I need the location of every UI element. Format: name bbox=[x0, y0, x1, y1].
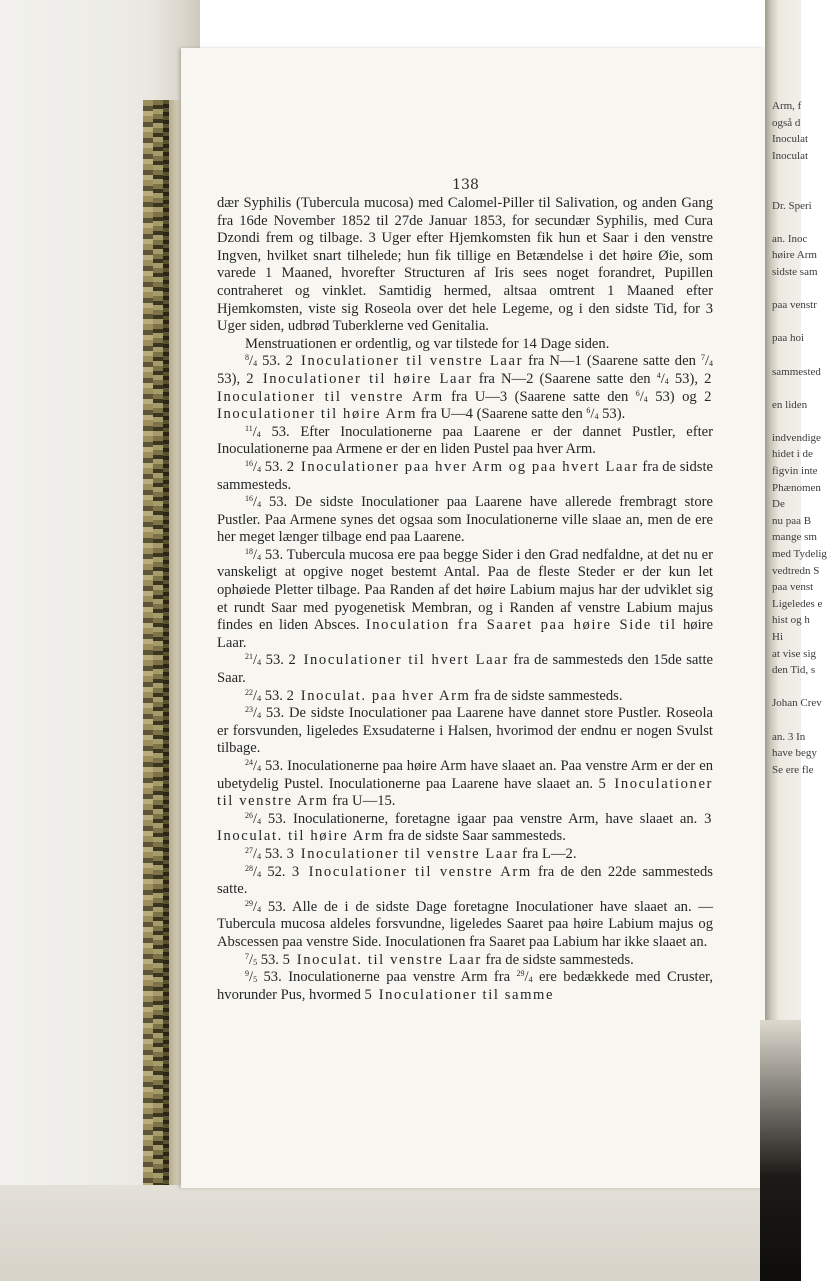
adjacent-page-line: indvendige bbox=[772, 431, 821, 444]
text-run: 53), bbox=[217, 370, 247, 387]
date-fraction-part: 4 bbox=[664, 376, 669, 386]
text-run: / bbox=[253, 845, 258, 862]
text-run: fra L—2. bbox=[518, 845, 577, 862]
adjacent-page-line: sidste sam bbox=[772, 265, 818, 278]
date-fraction-part: 22 bbox=[245, 687, 253, 697]
date-fraction-part: 4 bbox=[257, 500, 262, 510]
adjacent-page-line: Dr. Speri bbox=[772, 199, 812, 212]
adjacent-page-line bbox=[770, 780, 801, 797]
adjacent-page-line: Inoculat bbox=[772, 133, 809, 146]
adjacent-page-line: figvin inte bbox=[772, 465, 818, 478]
paragraph bbox=[217, 353, 713, 423]
adjacent-page-text bbox=[770, 100, 827, 1000]
date-fraction-part: 23 bbox=[245, 705, 253, 715]
text-run: / bbox=[252, 423, 257, 440]
adjacent-page-line: mange sm bbox=[772, 531, 817, 544]
paragraph bbox=[217, 494, 713, 547]
text-run: 53). bbox=[598, 406, 626, 423]
text-run: fra de sidste Saar sammesteds. bbox=[384, 828, 566, 845]
paragraph bbox=[217, 424, 713, 459]
adjacent-page-line bbox=[770, 714, 801, 731]
adjacent-page-line bbox=[770, 316, 801, 333]
adjacent-page-line: vedtredn S bbox=[772, 564, 820, 577]
adjacent-page-line: paa hoi bbox=[772, 332, 805, 345]
text-run: / bbox=[253, 705, 258, 722]
adjacent-page-line: hidet i de bbox=[772, 448, 813, 461]
adjacent-page-line: Phænomen bbox=[772, 481, 821, 494]
text-run: fra U—15. bbox=[328, 793, 396, 810]
book-binding-edge bbox=[143, 100, 153, 1240]
date-fraction-part: 4 bbox=[257, 711, 262, 721]
text-run: / bbox=[249, 969, 254, 986]
paragraph bbox=[217, 688, 713, 706]
page-number: 138 bbox=[452, 177, 479, 193]
adjacent-page-line bbox=[770, 183, 801, 200]
date-fraction-part: 7 bbox=[245, 951, 249, 961]
date-fraction-part: 4 bbox=[709, 359, 713, 369]
adjacent-page-line: også d bbox=[772, 116, 801, 129]
text-run: 53. De sidste Inoculationer paa Laarene have dannet store Pustler. Roseola er forsvunden, ligeledes Exsudaterne i Halsen, hvorimod der endnu er nogen Svulst tilbage. bbox=[217, 705, 713, 757]
spaced-emphasis-text: Inoculation fra Saaret paa høire Side til bbox=[365, 617, 677, 634]
text-run: ere bedækkede med Cruster, hvorunder Pus, hvormed bbox=[217, 969, 713, 1003]
date-fraction-part: 6 bbox=[635, 388, 640, 398]
adjacent-page-line bbox=[770, 216, 801, 233]
text-run: / bbox=[524, 969, 529, 986]
spaced-emphasis-text: 3 Inoculationer til venstre Laar bbox=[286, 845, 519, 862]
date-fraction-part: 8 bbox=[245, 353, 249, 363]
text-run: 53. bbox=[261, 845, 287, 862]
text-run: fra de sidste sammesteds. bbox=[481, 951, 634, 968]
date-fraction-part: 4 bbox=[594, 412, 599, 422]
page-number-line bbox=[0, 177, 801, 193]
date-fraction-part: 4 bbox=[257, 693, 262, 703]
paragraph bbox=[217, 547, 713, 653]
text-run: 53. bbox=[257, 951, 283, 968]
date-fraction-part: 5 bbox=[253, 957, 258, 967]
adjacent-page-line: den Tid, s bbox=[772, 664, 816, 677]
book-binding-edge bbox=[153, 100, 163, 1240]
paragraph bbox=[217, 459, 713, 494]
date-fraction-part: 4 bbox=[257, 904, 262, 914]
spaced-emphasis-text: 2 Inoculationer til venstre Arm bbox=[217, 370, 713, 405]
spaced-emphasis-text: 3 Inoculationer til venstre Arm bbox=[291, 863, 532, 880]
date-fraction-part: 4 bbox=[528, 975, 533, 985]
adjacent-page-line: Hi bbox=[772, 631, 783, 643]
adjacent-page-line bbox=[770, 349, 801, 366]
text-run: / bbox=[249, 951, 254, 968]
text-run: 53. Inoculationerne, foretagne igaar paa venstre Arm, have slaaet an. bbox=[261, 810, 705, 827]
date-fraction-part: 24 bbox=[245, 758, 253, 767]
text-run: / bbox=[253, 810, 258, 827]
adjacent-page-line: med Tydelig bbox=[772, 548, 827, 561]
date-fraction-part: 4 bbox=[257, 851, 262, 861]
adjacent-page-line: an. 3 In bbox=[772, 730, 806, 743]
spaced-emphasis-text: 5 Inoculationer til venstre Arm bbox=[217, 775, 713, 810]
adjacent-page-line: Ligeledes e bbox=[772, 597, 823, 610]
date-fraction-part: 18 bbox=[245, 546, 253, 556]
date-fraction-part: 4 bbox=[257, 869, 262, 879]
text-run: 53. Alle de i de sidste Dage foretagne Inoculationer have slaaet an. — Tubercula mucosa aldeles forsvundne, ligeledes Saaret paa høire Labium majus og Abscessen paa venstre Side. Inoculationen fra Saaret paa Labium har ikke slaaet an. bbox=[217, 898, 713, 950]
text-run: Menstruationen er ordentlig, og var tilstede for 14 Dage siden. bbox=[245, 335, 610, 352]
text-run: / bbox=[253, 652, 258, 669]
date-fraction-part: 7 bbox=[700, 353, 705, 363]
text-run: / bbox=[253, 898, 258, 915]
adjacent-page-line: at vise sig bbox=[772, 647, 816, 660]
text-run: 53. bbox=[261, 687, 287, 704]
paragraph bbox=[217, 195, 713, 336]
text-run: fra de sidste sammesteds. bbox=[470, 687, 623, 704]
paragraph bbox=[217, 846, 713, 864]
text-run: / bbox=[253, 546, 258, 563]
spaced-emphasis-text: 5 Inoculat. til venstre Laar bbox=[282, 951, 482, 968]
adjacent-page-line bbox=[770, 415, 801, 432]
text-run: 53. bbox=[257, 353, 286, 370]
date-fraction-part: 4 bbox=[257, 552, 262, 562]
text-run: / bbox=[639, 388, 644, 405]
page-gutter bbox=[169, 100, 181, 1240]
text-run: 53. Inoculationerne paa høire Arm have slaaet an. Paa venstre Arm er der en ubetydelig Pustel. Inoculationerne paa Laarene have slaaet an. bbox=[217, 758, 713, 792]
text-run: / bbox=[704, 353, 709, 370]
text-run: 53) og bbox=[647, 388, 705, 405]
text-run: / bbox=[660, 370, 665, 387]
text-run: 52. bbox=[261, 863, 292, 880]
paragraph bbox=[217, 811, 713, 846]
scan-background-bottom bbox=[0, 1185, 801, 1281]
paragraph bbox=[217, 864, 713, 899]
date-fraction-part: 27 bbox=[245, 845, 253, 855]
text-run: 53. bbox=[261, 458, 287, 475]
adjacent-page-line bbox=[770, 283, 801, 300]
text-run: fra de den 22de sammesteds satte. bbox=[217, 863, 713, 898]
adjacent-page-line: høire Arm bbox=[772, 249, 817, 262]
adjacent-page-line bbox=[770, 681, 801, 698]
date-fraction-part: 4 bbox=[643, 394, 648, 404]
text-run: / bbox=[253, 863, 258, 880]
text-run: / bbox=[253, 458, 258, 475]
text-run: fra U—4 (Saarene satte den bbox=[417, 406, 587, 423]
adjacent-page-line: Johan Crev bbox=[772, 697, 822, 710]
adjacent-page-line: paa venst bbox=[772, 581, 814, 594]
adjacent-page-line: an. Inoc bbox=[772, 232, 808, 245]
text-run: fra N—2 (Saarene satte den bbox=[472, 370, 657, 387]
date-fraction-part: 28 bbox=[245, 863, 253, 873]
date-fraction-part: 16 bbox=[245, 494, 253, 504]
spaced-emphasis-text: 5 Inoculationer til samme bbox=[364, 986, 555, 1003]
date-fraction-part: 9 bbox=[245, 969, 249, 979]
text-run: fra N—1 (Saarene satte den bbox=[523, 353, 701, 370]
date-fraction-part: 6 bbox=[586, 406, 591, 416]
paragraph bbox=[217, 899, 713, 952]
spaced-emphasis-text: 3 Inoculat. til høire Arm bbox=[217, 810, 713, 845]
text-run: fra U—3 (Saarene satte den bbox=[443, 388, 636, 405]
text-run: dær Syphilis (Tubercula mucosa) med Calomel-Piller til Salivation, og anden Gang fra 16de November 1852 til 27de Januar 1853, for secundær Syphilis, med Cura Dzondi frem og tilbage. 3 Uger efter Hjemkomsten fik hun et Saar i den venstre Ingven, hvilket snart tilhelede; hun fik tillige en Betændelse i det høire Øie, som varede 1 Maaned, hvorefter Structuren af Iris sees noget forandret, Pupillen contraheret og vinklet. Samtidig hermed, altsaa omtrent 1 Maaned efter Hjemkomsten, viste sig Roseola over det hele Legeme, og i den sidste Tid, for 3 Uger siden, udbrød Tuberklerne ved Genitalia. bbox=[217, 195, 713, 335]
text-run: / bbox=[253, 758, 258, 774]
paragraph bbox=[217, 952, 713, 970]
date-fraction-part: 29 bbox=[516, 969, 525, 979]
paragraph bbox=[217, 969, 713, 1004]
spaced-emphasis-text: 2 Inoculationer paa hver Arm og paa hvert Laar bbox=[286, 458, 639, 475]
date-fraction-part: 4 bbox=[256, 429, 261, 439]
adjacent-page-line bbox=[770, 166, 801, 183]
date-fraction-part: 4 bbox=[257, 816, 262, 826]
adjacent-page-line: Arm, f bbox=[772, 100, 802, 112]
text-run: / bbox=[253, 494, 258, 511]
adjacent-page-line: Se ere fle bbox=[772, 763, 814, 776]
spaced-emphasis-text: 2 Inoculationer til venstre Laar bbox=[285, 353, 524, 370]
text-run: høire Laar. bbox=[217, 617, 713, 651]
date-fraction-part: 4 bbox=[257, 464, 262, 474]
date-fraction-part: 21 bbox=[245, 652, 253, 662]
adjacent-page-line: sammested bbox=[772, 365, 821, 378]
adjacent-page-line: hist og h bbox=[772, 614, 810, 627]
date-fraction-part: 5 bbox=[253, 975, 258, 985]
date-fraction-part: 26 bbox=[245, 810, 253, 820]
spaced-emphasis-text: 2 Inoculationer til høire Arm bbox=[217, 388, 713, 423]
spaced-emphasis-text: 2 Inoculationer til hvert Laar bbox=[288, 652, 509, 669]
date-fraction-part: 4 bbox=[257, 764, 262, 773]
date-fraction-part: 16 bbox=[245, 458, 253, 468]
page-body-text bbox=[217, 195, 713, 1004]
date-fraction-part: 29 bbox=[245, 898, 253, 908]
text-run: 53. Inoculationerne paa venstre Arm fra bbox=[257, 969, 517, 986]
paragraph bbox=[217, 652, 713, 687]
adjacent-page-line: en liden bbox=[772, 398, 808, 411]
text-run: 53. bbox=[261, 652, 289, 669]
paragraph bbox=[217, 705, 713, 758]
adjacent-page-line: have begy bbox=[772, 747, 817, 760]
date-fraction-part: 4 bbox=[257, 658, 262, 668]
text-run: 53. Tubercula mucosa ere paa begge Sider i den Grad nedfaldne, at det nu er vanskeligt at opgive noget bestemt Antal. Paa de fleste Steder er der kun let ophøiede Pletter tilbage. Paa Randen af det høire Labium majus har der udviklet sig et rundt Saar med pyogenetisk Membran, og i Randen af venstre Labium majus findes en liden Absces. bbox=[217, 546, 713, 634]
text-run: 53. De sidste Inoculationer paa Laarene have allerede frembragt store Pustler. Paa Armene synes det ogsaa som Inoculationerne ville slaae an, men de ere her meget længer tilbage end paa Laarene. bbox=[217, 494, 713, 546]
date-fraction-part: 11 bbox=[245, 423, 253, 433]
scan-shadow bbox=[760, 1020, 801, 1281]
adjacent-page-line: Inoculat bbox=[772, 149, 809, 162]
adjacent-page-line: nu paa B bbox=[772, 514, 812, 527]
date-fraction-part: 4 bbox=[253, 359, 258, 369]
paragraph bbox=[217, 758, 713, 811]
adjacent-page-line: paa venstr bbox=[772, 299, 817, 312]
text-run: / bbox=[253, 687, 258, 704]
adjacent-page-line: De bbox=[772, 498, 785, 511]
text-run: fra de sammesteds den 15de satte Saar. bbox=[217, 652, 713, 687]
text-run: / bbox=[249, 353, 254, 370]
adjacent-page-line bbox=[770, 382, 801, 399]
paragraph bbox=[217, 336, 713, 354]
text-run: / bbox=[590, 406, 595, 423]
text-run: fra de sidste sammesteds. bbox=[217, 458, 713, 493]
date-fraction-part: 4 bbox=[656, 370, 661, 380]
text-run: 53), bbox=[668, 370, 705, 387]
text-run: 53. Efter Inoculationerne paa Laarene er der dannet Pustler, efter Inoculationerne paa Armene er der en liden Pustel paa hver Arm. bbox=[217, 423, 713, 458]
spaced-emphasis-text: 2 Inoculat. paa hver Arm bbox=[286, 687, 471, 704]
spaced-emphasis-text: 2 Inoculationer til høire Laar bbox=[246, 370, 473, 387]
